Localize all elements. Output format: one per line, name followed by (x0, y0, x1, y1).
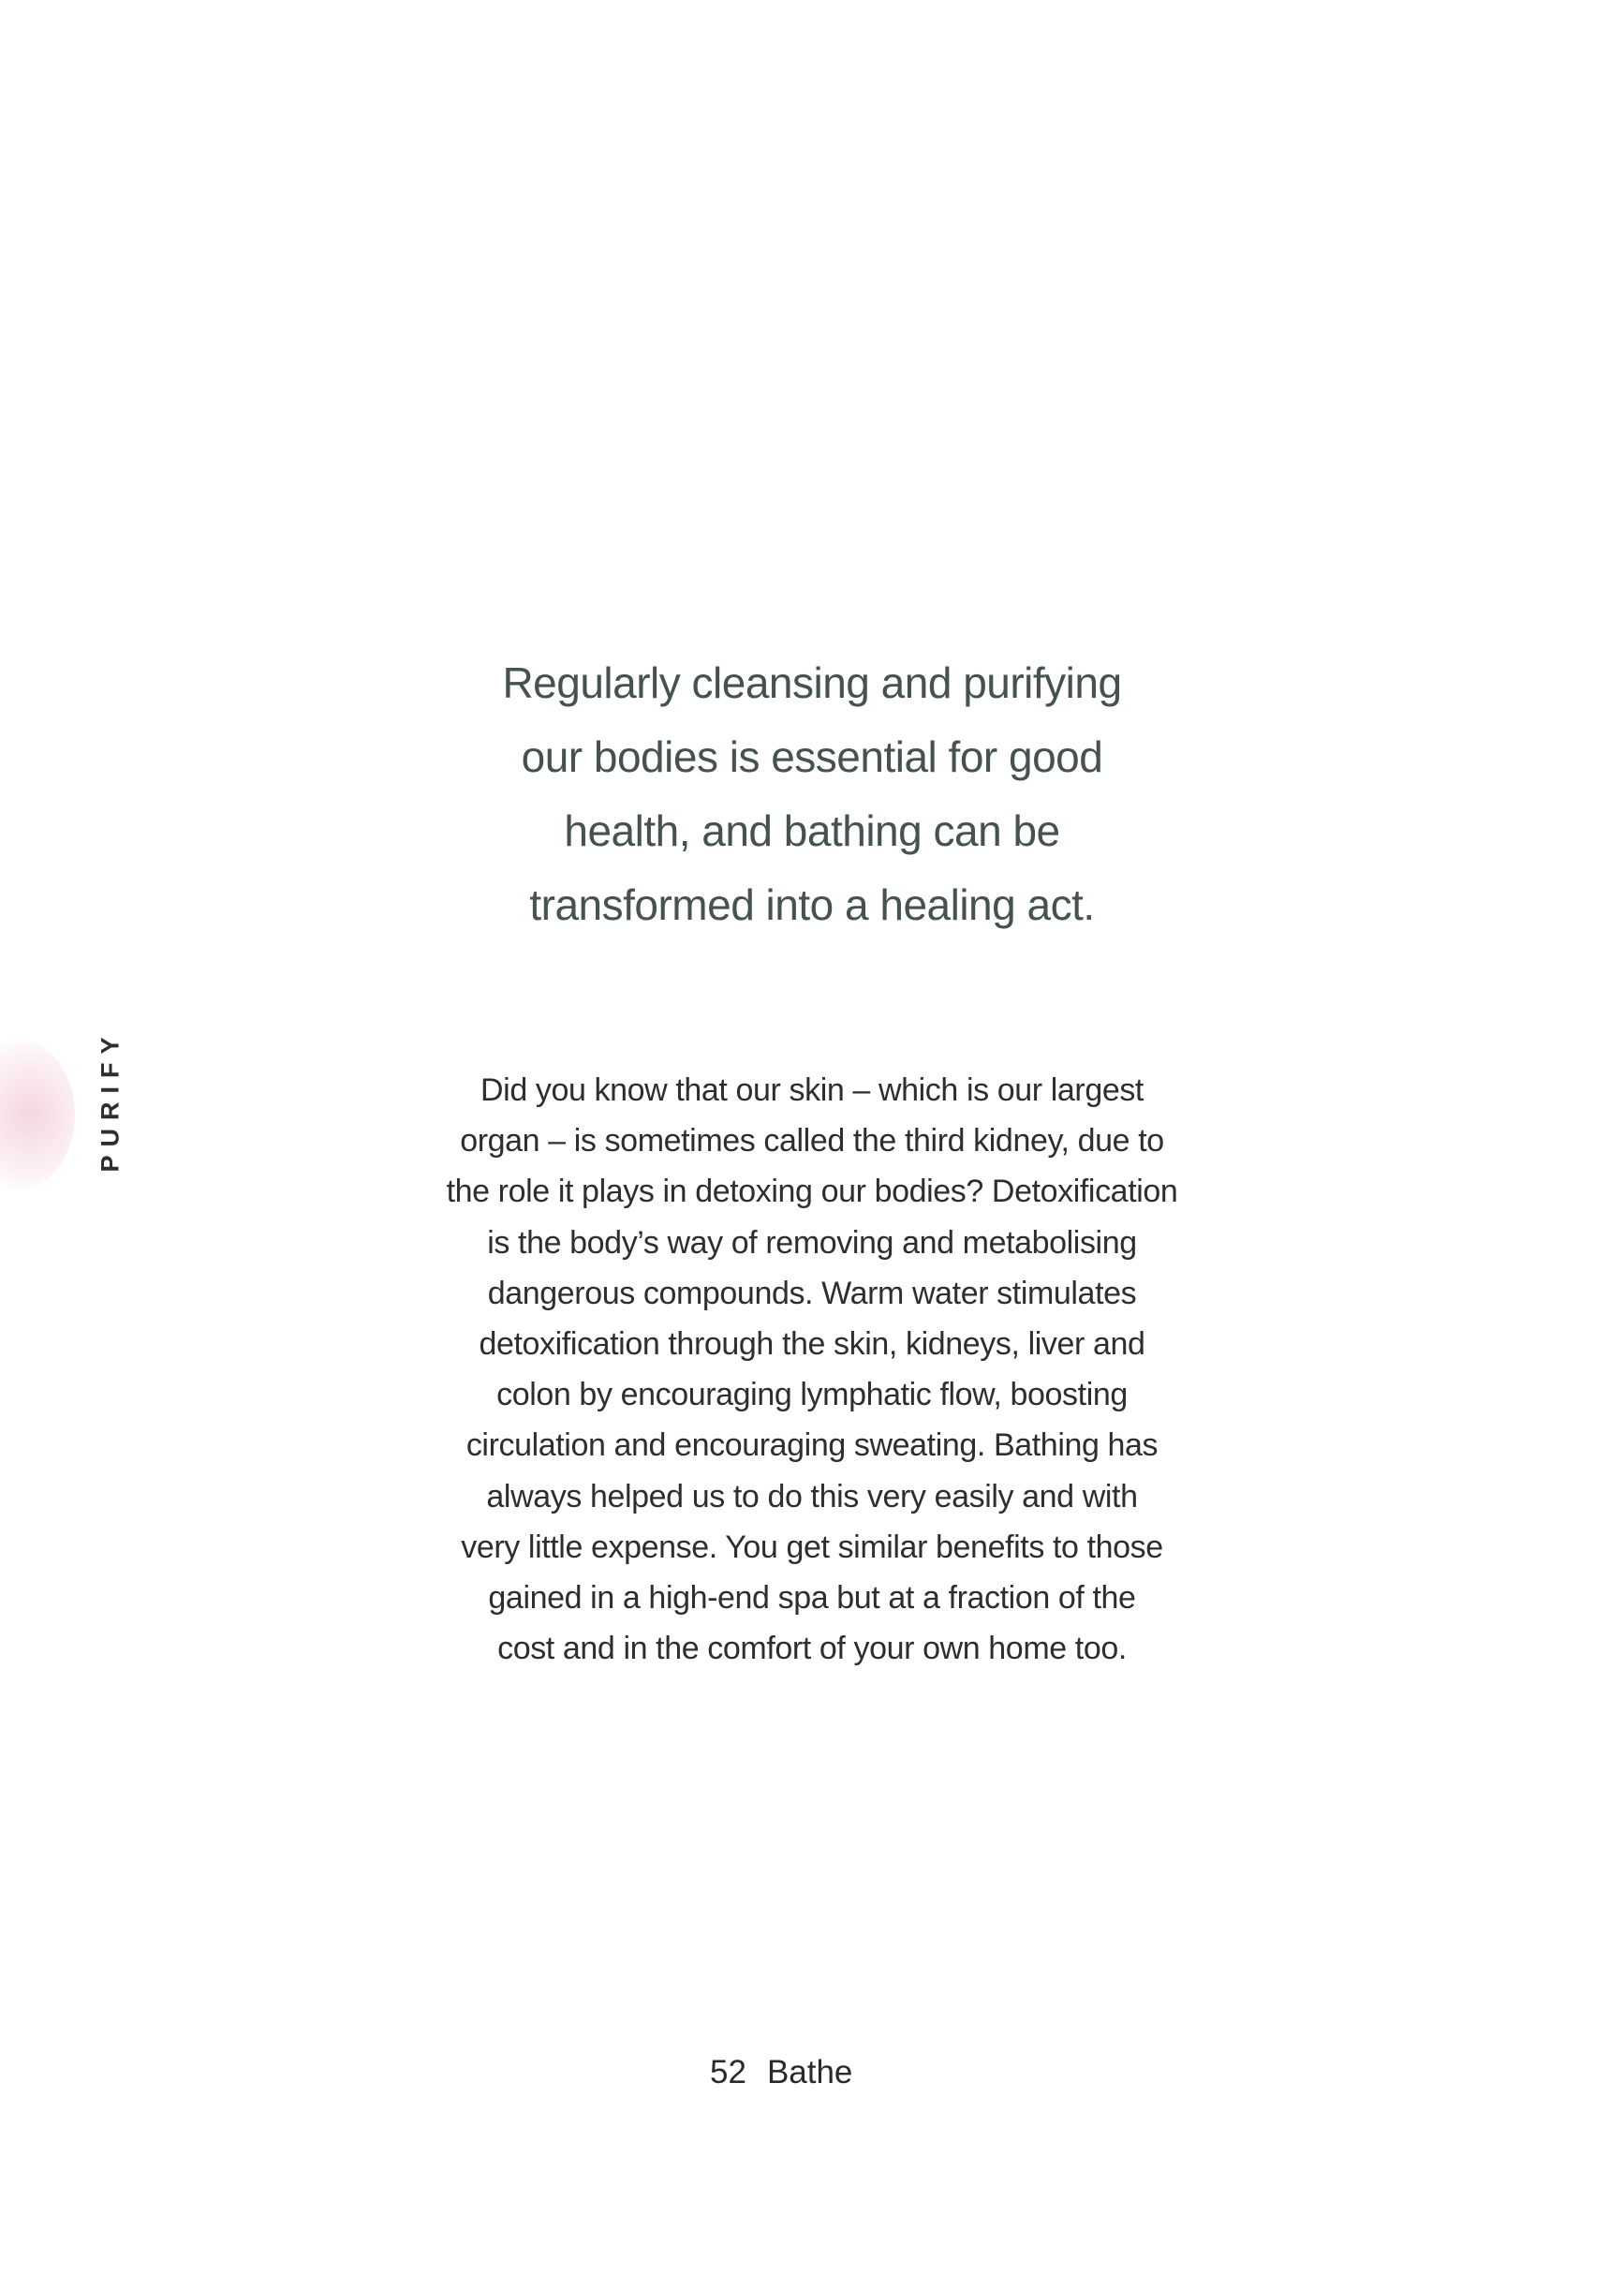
pull-quote-line: our bodies is essential for good (521, 732, 1103, 781)
body-line: organ – is sometimes called the third kidney, due to (460, 1123, 1164, 1160)
body-paragraph (0, 1065, 1624, 1674)
body-line: gained in a high-end spa but at a fraction of the (488, 1580, 1136, 1617)
pull-quote-line: health, and bathing can be (564, 806, 1060, 855)
body-line: the role it plays in detoxing our bodies? Detoxification (446, 1174, 1178, 1210)
body-line: very little expense. You get similar benefits to those (461, 1529, 1163, 1565)
body-line: always helped us to do this very easily and with (486, 1478, 1138, 1514)
pull-quote-line: Regularly cleansing and purifying (502, 658, 1122, 707)
body-line: cost and in the comfort of your own home too. (497, 1631, 1127, 1667)
section-label: PURIFY (96, 1028, 125, 1173)
body-line: is the body’s way of removing and metabolising (487, 1224, 1137, 1261)
pull-quote-line: transformed into a healing act. (529, 880, 1095, 929)
body-line: circulation and encouraging sweating. Bathing has (465, 1427, 1159, 1464)
page-number: 52 (710, 2054, 746, 2090)
body-line: dangerous compounds. Warm water stimulates (487, 1275, 1137, 1311)
body-line: Did you know that our skin – which is our largest (480, 1072, 1144, 1108)
page-footer (710, 2054, 852, 2091)
body-line: colon by encouraging lymphatic flow, boosting (496, 1377, 1128, 1413)
body-line: detoxification through the skin, kidneys, liver and (479, 1326, 1145, 1363)
pull-quote (0, 646, 1624, 942)
book-title: Bathe (766, 2054, 853, 2090)
